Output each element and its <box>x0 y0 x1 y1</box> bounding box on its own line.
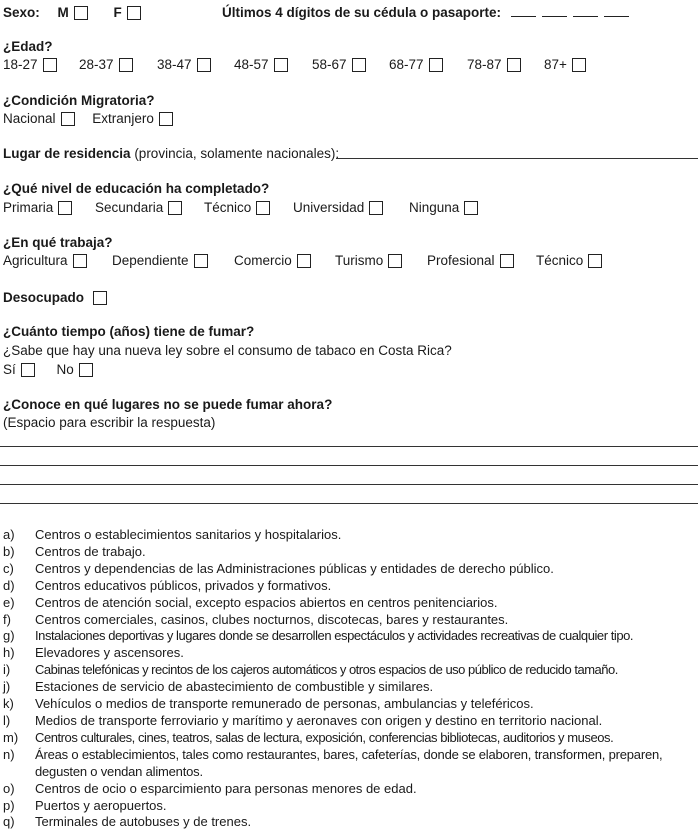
sexo-m-checkbox[interactable] <box>74 6 88 20</box>
edad-option: 18-27 <box>3 57 57 73</box>
condicion-option: Extranjero <box>92 111 173 127</box>
educacion-checkbox[interactable] <box>464 201 478 215</box>
fumar-question: ¿Cuánto tiempo (años) tiene de fumar? <box>3 324 255 339</box>
list-item: k) Vehículos o medios de transporte remunerado de personas, ambulancias y teleféricos. <box>3 696 534 712</box>
edad-option: 78-87 <box>467 57 521 73</box>
educacion-checkbox[interactable] <box>168 201 182 215</box>
list-item: q) Terminales de autobuses y de trenes. <box>3 814 252 830</box>
trabajo-checkbox[interactable] <box>297 254 311 268</box>
edad-checkbox[interactable] <box>352 58 366 72</box>
residencia-row <box>3 146 339 162</box>
edad-checkbox[interactable] <box>274 58 288 72</box>
educacion-option: Primaria <box>3 200 72 216</box>
trabajo-option: Agricultura <box>3 253 87 269</box>
residencia-note: (provincia, solamente nacionales): <box>134 146 340 161</box>
list-item: d) Centros educativos públicos, privados y formativos. <box>3 577 332 593</box>
educacion-option: Ninguna <box>409 200 478 216</box>
edad-checkbox[interactable] <box>507 58 521 72</box>
residencia-label: Lugar de residencia <box>3 146 131 161</box>
sexo-label: Sexo: <box>3 5 40 20</box>
no-checkbox[interactable] <box>79 363 93 377</box>
trabajo-option: Profesional <box>427 253 514 269</box>
trabajo-checkbox[interactable] <box>388 254 402 268</box>
list-item: m) Centros culturales, cines, teatros, salas de lectura, exposición, conferencias bibliotecas, auditorios y museos. <box>3 729 614 745</box>
answer-line[interactable] <box>0 503 698 504</box>
educacion-option: Técnico <box>204 200 270 216</box>
edad-option: 38-47 <box>157 57 211 73</box>
trabajo-option: Técnico <box>536 253 602 269</box>
list-item: h) Elevadores y ascensores. <box>3 645 184 661</box>
edad-option: 87+ <box>544 57 586 73</box>
list-item: a) Centros o establecimientos sanitarios y hospitalarios. <box>3 527 342 542</box>
condicion-options <box>3 111 173 127</box>
list-item: f) Centros comerciales, casinos, clubes nocturnos, discotecas, bares y restaurantes. <box>3 611 509 627</box>
edad-checkbox[interactable] <box>572 58 586 72</box>
trabajo-checkbox[interactable] <box>588 254 602 268</box>
extranjero-checkbox[interactable] <box>159 112 173 126</box>
list-item: o) Centros de ocio o esparcimiento para personas menores de edad. <box>3 780 417 796</box>
ley-option-no: No <box>57 362 93 378</box>
edad-option: 28-37 <box>79 57 133 73</box>
trabajo-option: Turismo <box>335 253 402 269</box>
sexo-option-m: M <box>58 5 88 21</box>
sexo-f-checkbox[interactable] <box>127 6 141 20</box>
cedula-digits[interactable] <box>505 5 629 21</box>
residencia-input-line[interactable] <box>336 158 698 159</box>
edad-question: ¿Edad? <box>3 39 53 54</box>
list-item: j) Estaciones de servicio de abastecimiento de combustible y similares. <box>3 679 434 695</box>
si-checkbox[interactable] <box>21 363 35 377</box>
sexo-option-f: F <box>114 5 141 21</box>
list-item: p) Puertos y aeropuertos. <box>3 797 167 813</box>
list-item: e) Centros de atención social, excepto espacios abiertos en centros penitenciarios. <box>3 594 498 610</box>
ley-option-si: Sí <box>3 362 35 378</box>
list-item: i) Cabinas telefónicas y recintos de los cajeros automáticos y otros espacios de uso público de reducido tamaño. <box>3 662 618 678</box>
desocupado-label: Desocupado <box>3 290 85 305</box>
prohibited-places-list <box>3 527 700 831</box>
edad-checkbox[interactable] <box>429 58 443 72</box>
trabajo-checkbox[interactable] <box>500 254 514 268</box>
trabajo-question: ¿En qué trabaja? <box>3 235 113 250</box>
condicion-question: ¿Condición Migratoria? <box>3 93 155 108</box>
lugares-question: ¿Conoce en qué lugares no se puede fumar ahora? <box>3 397 333 412</box>
nacional-checkbox[interactable] <box>61 112 75 126</box>
answer-line[interactable] <box>0 484 698 485</box>
trabajo-option: Dependiente <box>112 253 208 269</box>
answer-line[interactable] <box>0 465 698 466</box>
educacion-checkbox[interactable] <box>256 201 270 215</box>
list-item: l) Medios de transporte ferroviario y marítimo y aeronaves con origen y destino en territorio nacional. <box>3 712 603 728</box>
educacion-option: Universidad <box>293 200 383 216</box>
condicion-option: Nacional <box>3 111 75 127</box>
cedula-row <box>222 5 629 21</box>
list-item: b) Centros de trabajo. <box>3 543 146 559</box>
ley-question: ¿Sabe que hay una nueva ley sobre el consumo de tabaco en Costa Rica? <box>3 343 452 358</box>
desocupado-row <box>3 290 107 306</box>
edad-option: 48-57 <box>234 57 288 73</box>
desocupado-checkbox[interactable] <box>93 291 107 305</box>
sexo-row <box>3 5 141 21</box>
educacion-option: Secundaria <box>95 200 182 216</box>
edad-checkbox[interactable] <box>197 58 211 72</box>
educacion-checkbox[interactable] <box>369 201 383 215</box>
trabajo-checkbox[interactable] <box>73 254 87 268</box>
lugares-note: (Espacio para escribir la respuesta) <box>3 415 216 430</box>
answer-line[interactable] <box>0 446 698 447</box>
trabajo-option: Comercio <box>234 253 311 269</box>
trabajo-checkbox[interactable] <box>194 254 208 268</box>
educacion-question: ¿Qué nivel de educación ha completado? <box>3 181 270 196</box>
cedula-label: Últimos 4 dígitos de su cédula o pasaporte: <box>222 5 502 20</box>
edad-checkbox[interactable] <box>119 58 133 72</box>
educacion-checkbox[interactable] <box>58 201 72 215</box>
list-item: n) Áreas o establecimientos, tales como restaurantes, bares, cafeterías, donde se elaboren, transformen, preparen, degusten o vendan alimentos. <box>3 746 663 779</box>
edad-option: 58-67 <box>312 57 366 73</box>
edad-option: 68-77 <box>389 57 443 73</box>
edad-checkbox[interactable] <box>43 58 57 72</box>
list-item: c) Centros y dependencias de las Administraciones públicas y entidades de derecho público. <box>3 560 554 576</box>
list-item: g) Instalaciones deportivas y lugares donde se desarrollen espectáculos y actividades recreativas de cualquier tipo. <box>3 628 634 644</box>
ley-options <box>3 362 93 378</box>
